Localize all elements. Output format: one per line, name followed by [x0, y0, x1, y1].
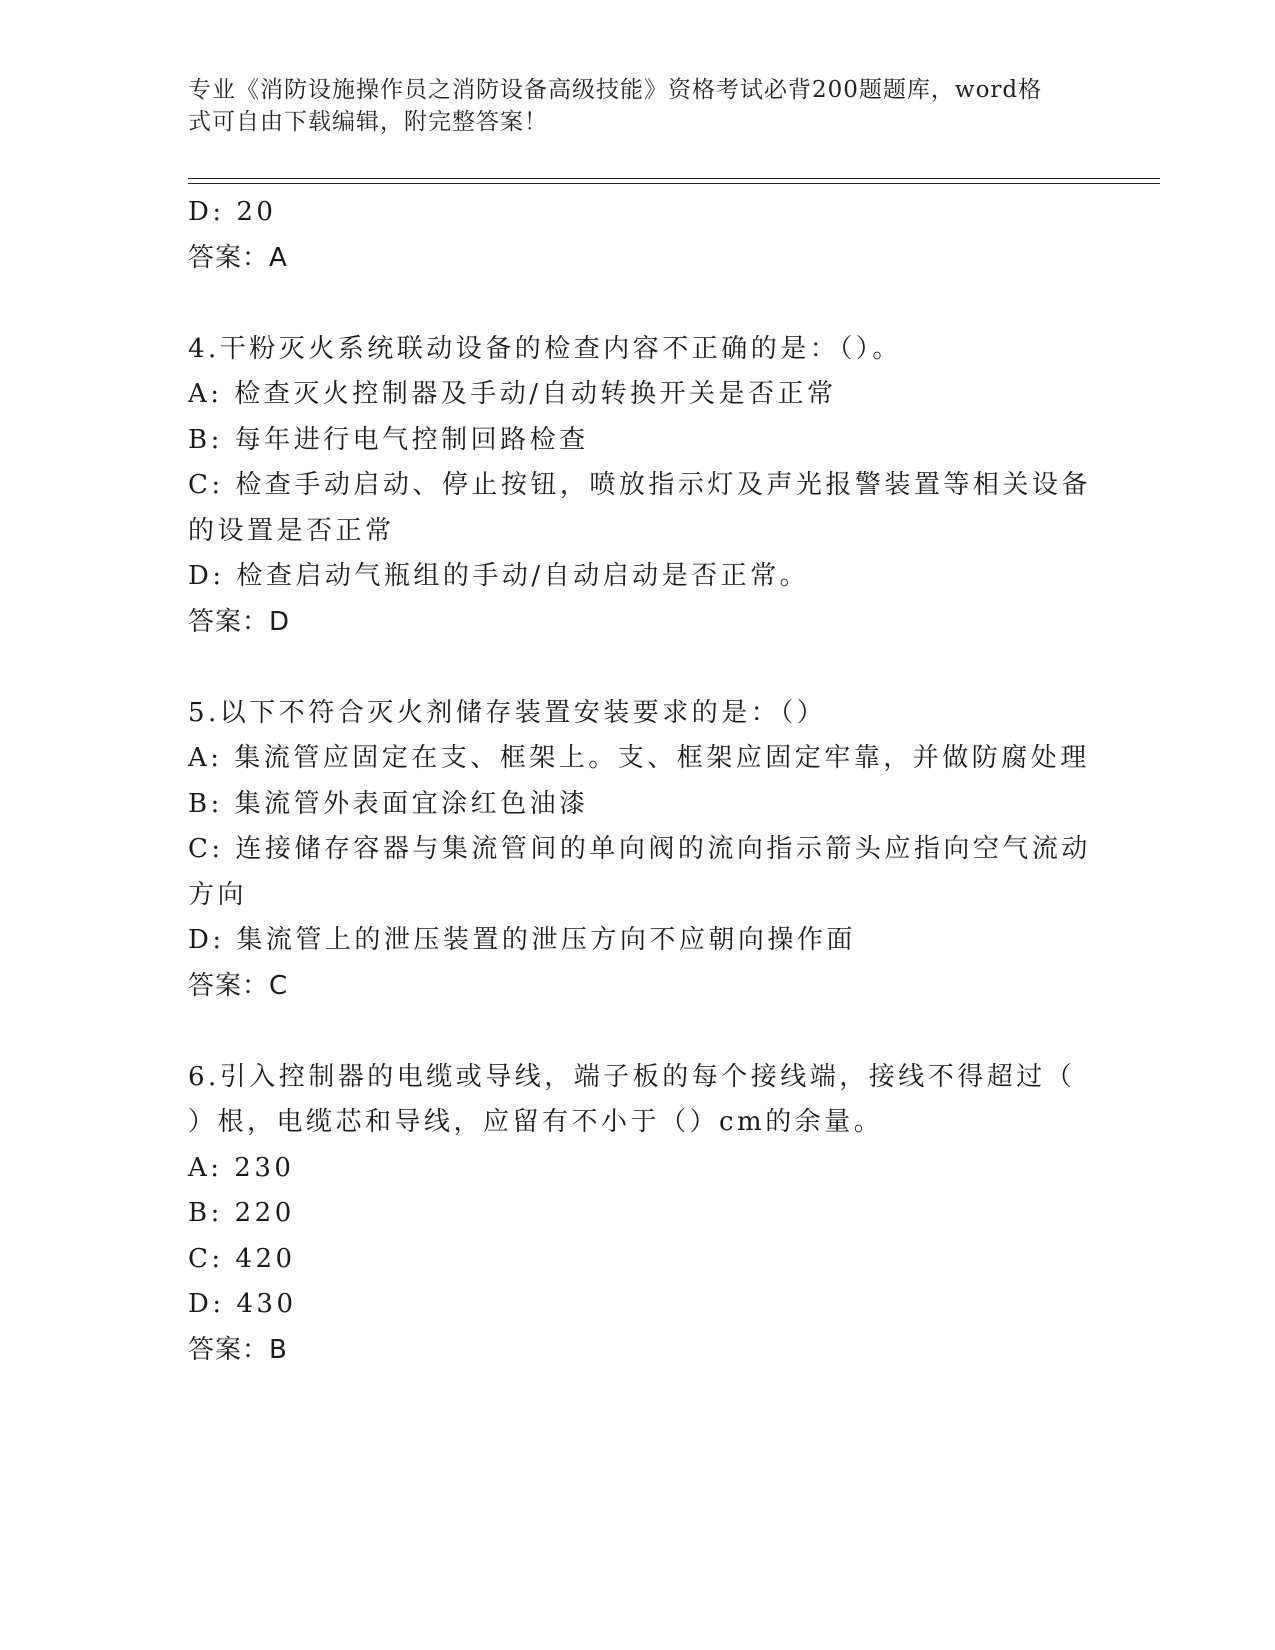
question-stem: 6.引入控制器的电缆或导线，端子板的每个接线端，接线不得超过（ [188, 1061, 1076, 1092]
question-stem-continued: ）根，电缆芯和导线，应留有不小于（）cm的余量。 [188, 1107, 884, 1137]
document-header [188, 74, 1088, 138]
header-line-1: 专业《消防设施操作员之消防设备高级技能》资格考试必背200题题库，word格 [188, 77, 1043, 103]
question-block-4 [188, 327, 1091, 646]
answer-line: 答案：D [188, 606, 291, 637]
header-divider-bottom [188, 183, 1160, 184]
question-stem: 4.干粉灭火系统联动设备的检查内容不正确的是：（）。 [188, 333, 902, 364]
question-spacer [188, 645, 1088, 691]
option-b: B: 220 [188, 1198, 295, 1228]
option-d: D: 20 [188, 197, 277, 227]
option-c-continued: 方向 [188, 879, 248, 910]
question-spacer [188, 1009, 1088, 1055]
option-d: D: 430 [188, 1289, 297, 1319]
option-a: A: 检查灭火控制器及手动/自动转换开关是否正常 [188, 379, 837, 409]
option-c-continued: 的设置是否正常 [188, 515, 395, 546]
answer-line: 答案：C [188, 970, 289, 1001]
option-a: A: 230 [188, 1152, 295, 1183]
option-c: C: 连接储存容器与集流管间的单向阀的流向指示箭头应指向空气流动 [188, 834, 1091, 864]
option-b: B: 集流管外表面宜涂红色油漆 [188, 788, 589, 819]
option-d: D: 集流管上的泄压装置的泄压方向不应朝向操作面 [188, 925, 856, 955]
header-line-2: 式可自由下载编辑，附完整答案！ [188, 109, 548, 135]
document-body [188, 190, 1091, 1373]
question-stem: 5.以下不符合灭火剂储存装置安装要求的是：（） [188, 697, 827, 728]
question-block-5 [188, 691, 1091, 1010]
question-block-6 [188, 1055, 1088, 1374]
option-d: D: 检查启动气瓶组的手动/自动启动是否正常。 [188, 561, 810, 591]
option-b: B: 每年进行电气控制回路检查 [188, 424, 589, 455]
option-a: A: 集流管应固定在支、框架上。支、框架应固定牢靠，并做防腐处理 [188, 743, 1090, 773]
option-c: C: 检查手动启动、停止按钮，喷放指示灯及声光报警装置等相关设备 [188, 470, 1091, 500]
question-spacer [188, 281, 1088, 327]
option-c: C: 420 [188, 1243, 296, 1274]
answer-line: 答案：A [188, 242, 288, 273]
header-divider-top [188, 178, 1160, 179]
answer-line: 答案：B [188, 1334, 288, 1365]
